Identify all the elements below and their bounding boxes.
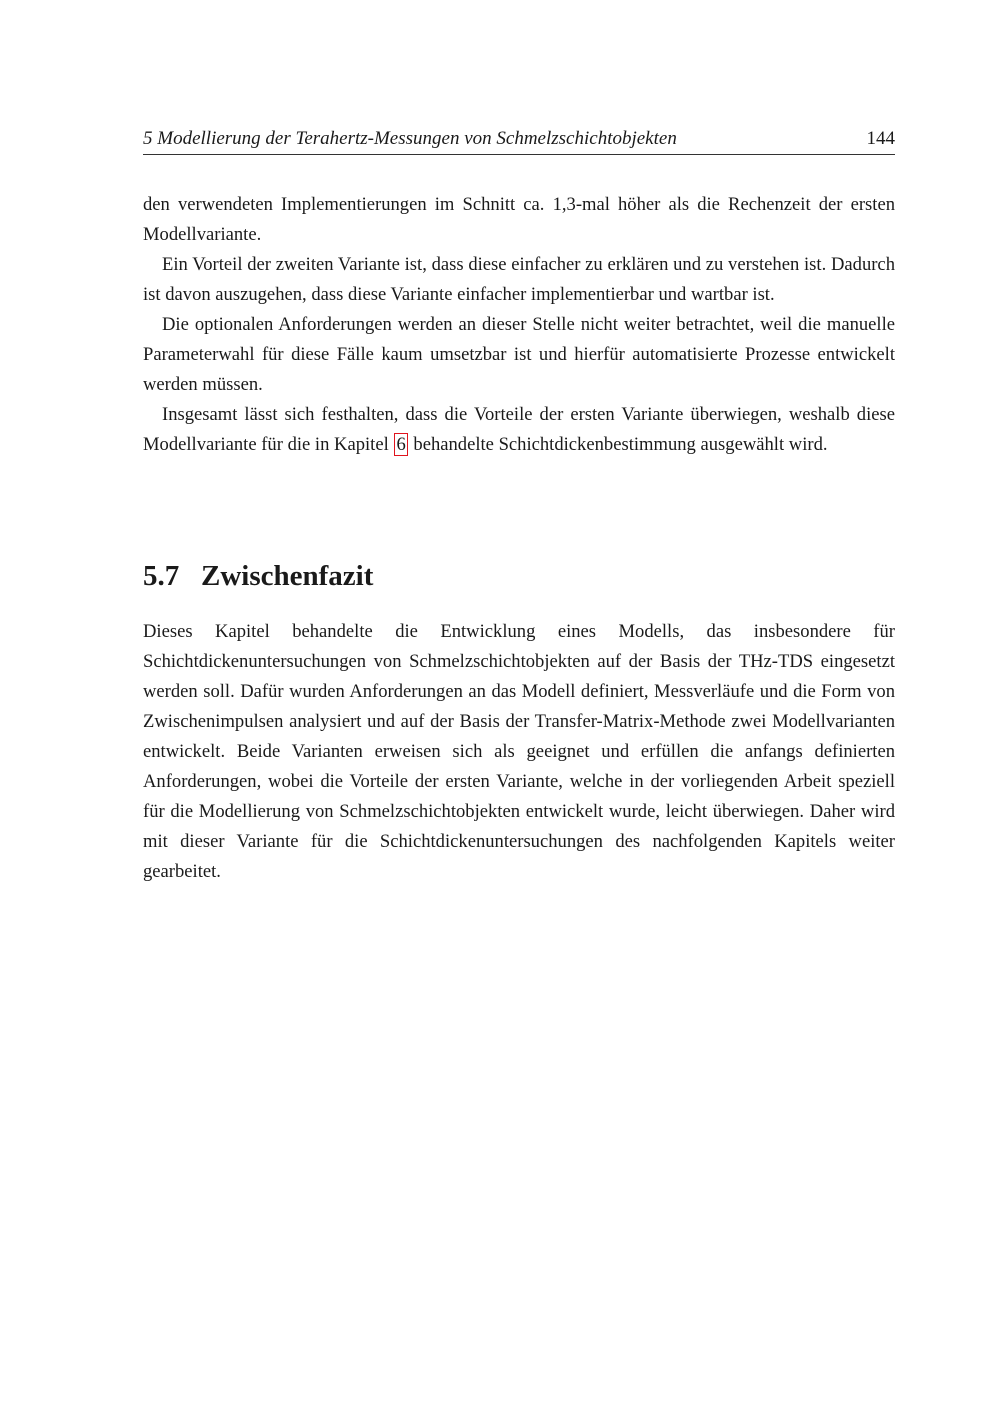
paragraph: Die optionalen Anforderungen werden an dieser Stelle nicht weiter betrachtet, weil die manuelle Parameterwahl für diese Fälle kaum umsetzbar ist und hierfür automatisierte Prozesse entwickelt werden müssen. — [143, 314, 895, 395]
paragraph-with-crossref — [143, 400, 895, 460]
paragraph-text: Insgesamt lässt sich festhalten, dass die Vorteile der ersten Variante überwiegen, weshalb diese Modellvariante für die in Kapitel — [143, 404, 895, 455]
section-heading — [143, 556, 373, 596]
paragraph-text: behandelte Schichtdickenbestimmung ausgewählt wird. — [413, 434, 828, 455]
section-paragraph: Dieses Kapitel behandelte die Entwicklung eines Modells, das insbesondere für Schichtdickenuntersuchungen von Schmelzschichtobjekten auf der Basis der THz-TDS eingesetzt werden soll. Dafür wurden Anforderungen an das Modell definiert, Messverläufe und die Form von Zwischenimpulsen analysiert und auf der Basis der Transfer-Matrix-Methode zwei Modellvarianten entwickelt. Beide Varianten erweisen sich als geeignet und erfüllen die anfangs definierten Anforderungen, wobei die Vorteile der ersten Variante, welche in der vorliegenden Arbeit speziell für die Modellierung von Schmelzschichtobjekten entwickelt wurde, leicht überwiegen. Daher wird mit dieser Variante für die Schichtdickenuntersuchungen des nachfolgenden Kapitels weiter gearbeitet. — [143, 621, 895, 882]
paragraph: Ein Vorteil der zweiten Variante ist, dass diese einfacher zu erklären und zu verstehen ist. Dadurch ist davon auszugehen, dass diese Variante einfacher implementierbar und wartbar ist. — [143, 254, 895, 305]
section-number: 5.7 — [143, 560, 180, 592]
chapter-crossref-link[interactable]: 6 — [396, 434, 406, 455]
page-number: 144 — [866, 128, 895, 149]
running-header — [143, 126, 895, 155]
document-page — [143, 0, 895, 1414]
section-body — [143, 617, 895, 887]
section-title: Zwischenfazit — [201, 560, 374, 592]
paragraph-continuation: den verwendeten Implementierungen im Schnitt ca. 1,3-mal höher als die Rechenzeit der ersten Modellvariante. — [143, 194, 895, 245]
running-header-chapter-title: 5 Modellierung der Terahertz-Messungen von Schmelzschichtobjekten — [143, 128, 677, 149]
body-text-block — [143, 190, 895, 460]
